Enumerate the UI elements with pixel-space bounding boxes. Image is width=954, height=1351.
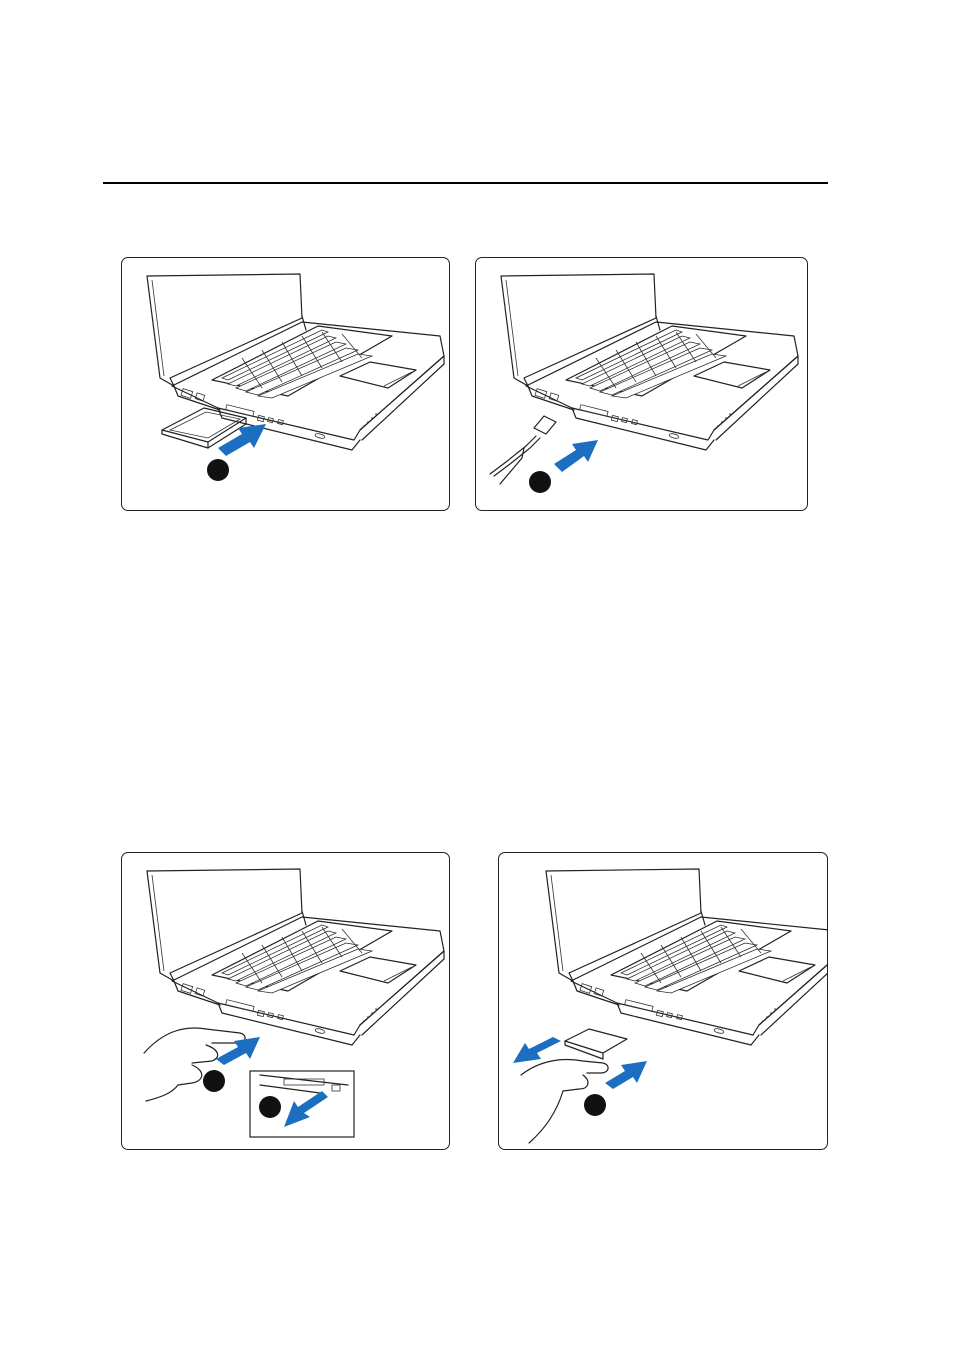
step-badge-2: [259, 1096, 281, 1118]
figure-connect-cable: [475, 257, 808, 511]
hand-icon: [144, 1028, 245, 1101]
insert-arrow-icon: [218, 424, 266, 456]
press-arrow-icon: [605, 1061, 647, 1089]
step-badge-1: [584, 1094, 606, 1116]
eject-inset: [250, 1071, 354, 1137]
figure-insert-pc-card: [121, 257, 450, 511]
figure-press-eject: [121, 852, 450, 1150]
header-rule: [103, 182, 828, 184]
insert-arrow-icon: [554, 440, 598, 472]
figure-remove-pc-card: [498, 852, 828, 1150]
press-arrow-icon: [216, 1037, 260, 1065]
step-badge-1: [203, 1070, 225, 1092]
pull-arrow-icon: [513, 1037, 561, 1063]
step-badge-1: [529, 471, 551, 493]
pc-card-icon: [565, 1029, 627, 1059]
step-badge-1: [207, 459, 229, 481]
